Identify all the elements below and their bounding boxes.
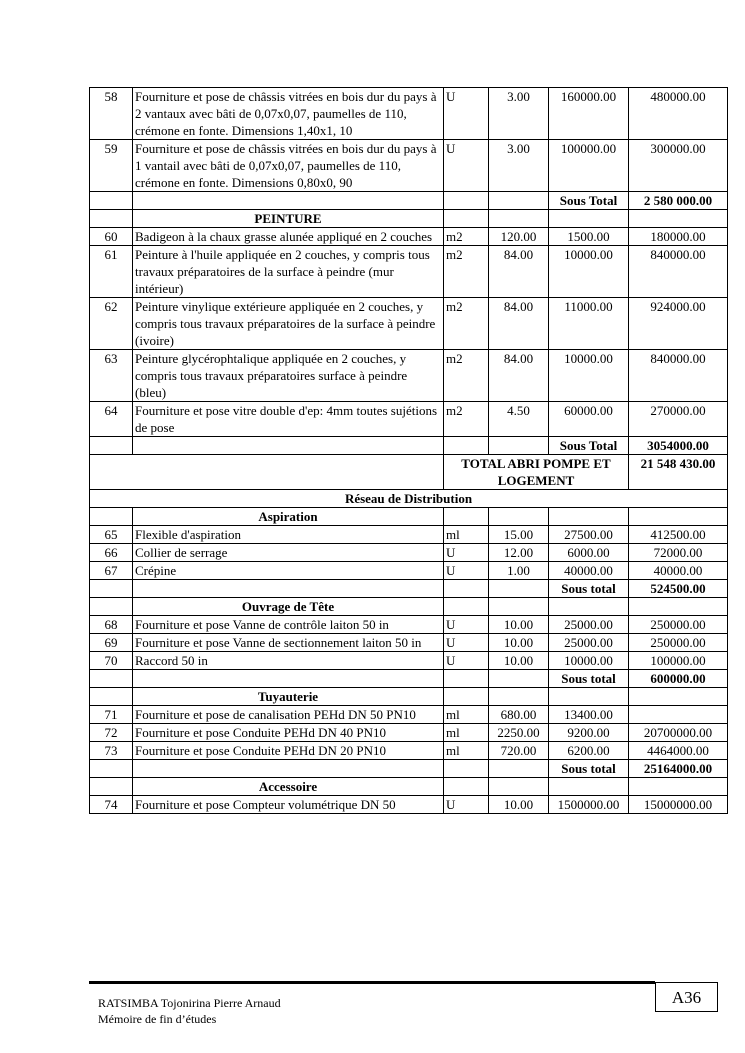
empty-cell [90,455,444,490]
item-number: 58 [90,88,133,140]
item-description: Fourniture et pose vitre double d'ep: 4mm toutes sujétions de pose [133,402,444,437]
item-number: 69 [90,634,133,652]
empty-cell [629,598,728,616]
empty-cell [444,580,489,598]
empty-cell [629,210,728,228]
item-unit-price: 27500.00 [549,526,629,544]
item-quantity: 2250.00 [489,724,549,742]
item-total: 270000.00 [629,402,728,437]
section-title: Aspiration [133,508,444,526]
item-unit: m2 [444,350,489,402]
table-row [90,298,728,350]
item-unit: U [444,140,489,192]
empty-cell [133,437,444,455]
item-total: 300000.00 [629,140,728,192]
empty-cell [489,580,549,598]
item-unit-price: 10000.00 [549,350,629,402]
table-row [90,634,728,652]
subtotal-row [90,580,728,598]
item-description: Flexible d'aspiration [133,526,444,544]
item-unit: U [444,562,489,580]
footer-subtitle: Mémoire de fin d’études [98,1012,217,1026]
empty-cell [629,688,728,706]
empty-cell [444,210,489,228]
item-number: 63 [90,350,133,402]
item-quantity: 680.00 [489,706,549,724]
table-row [90,228,728,246]
subtotal-value: 3054000.00 [629,437,728,455]
item-quantity: 1.00 [489,562,549,580]
item-number: 70 [90,652,133,670]
empty-cell [444,760,489,778]
footer-rule [89,981,655,984]
item-unit: ml [444,706,489,724]
empty-cell [133,760,444,778]
item-number: 62 [90,298,133,350]
empty-cell [629,778,728,796]
table-row [90,652,728,670]
section-row [90,210,728,228]
table-row [90,526,728,544]
item-total: 840000.00 [629,246,728,298]
subtotal-label: Sous total [549,670,629,688]
empty-cell [90,598,133,616]
table-row [90,742,728,760]
item-description: Fourniture et pose Conduite PEHd DN 40 PN10 [133,724,444,742]
item-quantity: 12.00 [489,544,549,562]
item-number: 71 [90,706,133,724]
item-unit-price: 9200.00 [549,724,629,742]
item-description: Fourniture et pose de châssis vitrées en bois dur du pays à 1 vantail avec bâti de 0,07x0,07, paumelles de 110, crémone en fonte. Dimensions 0,80x0, 90 [133,140,444,192]
item-total: 20700000.00 [629,724,728,742]
table-row [90,562,728,580]
item-number: 74 [90,796,133,814]
table-row [90,350,728,402]
item-description: Fourniture et pose de châssis vitrées en bois dur du pays à 2 vantaux avec bâti de 0,07x0,07, paumelles de 110, crémone en fonte. Dimensions 1,40x1, 10 [133,88,444,140]
item-unit: U [444,634,489,652]
item-total: 480000.00 [629,88,728,140]
empty-cell [90,210,133,228]
grand-total-value: 21 548 430.00 [629,455,728,490]
section-title: PEINTURE [133,210,444,228]
item-quantity: 3.00 [489,88,549,140]
item-total: 250000.00 [629,616,728,634]
item-unit: m2 [444,402,489,437]
empty-cell [133,580,444,598]
item-number: 72 [90,724,133,742]
page-number: A36 [655,982,718,1012]
empty-cell [489,760,549,778]
empty-cell [133,670,444,688]
item-unit-price: 160000.00 [549,88,629,140]
item-quantity: 10.00 [489,652,549,670]
empty-cell [444,688,489,706]
item-total: 840000.00 [629,350,728,402]
empty-cell [489,508,549,526]
empty-cell [133,192,444,210]
subtotal-row [90,760,728,778]
item-description: Fourniture et pose de canalisation PEHd DN 50 PN10 [133,706,444,724]
empty-cell [90,437,133,455]
item-total: 250000.00 [629,634,728,652]
grand-total-row [90,455,728,490]
item-quantity: 15.00 [489,526,549,544]
table-row [90,88,728,140]
empty-cell [489,437,549,455]
item-total: 924000.00 [629,298,728,350]
item-unit: m2 [444,228,489,246]
empty-cell [629,508,728,526]
section-row [90,598,728,616]
empty-cell [444,437,489,455]
empty-cell [489,670,549,688]
table-row [90,796,728,814]
empty-cell [489,192,549,210]
table-row [90,402,728,437]
item-number: 65 [90,526,133,544]
item-number: 64 [90,402,133,437]
item-quantity: 10.00 [489,796,549,814]
item-unit: U [444,616,489,634]
item-unit-price: 11000.00 [549,298,629,350]
chapter-heading: Réseau de Distribution [90,490,728,508]
item-description: Fourniture et pose Compteur volumétrique DN 50 [133,796,444,814]
empty-cell [444,508,489,526]
empty-cell [90,760,133,778]
item-total: 4464000.00 [629,742,728,760]
subtotal-row [90,192,728,210]
table-row [90,544,728,562]
section-row [90,508,728,526]
table-row [90,706,728,724]
empty-cell [90,580,133,598]
item-unit: U [444,796,489,814]
item-total [629,706,728,724]
item-description: Badigeon à la chaux grasse alunée appliqué en 2 couches [133,228,444,246]
chapter-heading-row [90,490,728,508]
empty-cell [489,210,549,228]
empty-cell [444,778,489,796]
subtotal-value: 2 580 000.00 [629,192,728,210]
item-quantity: 84.00 [489,350,549,402]
item-total: 100000.00 [629,652,728,670]
item-description: Fourniture et pose Vanne de sectionnement laiton 50 in [133,634,444,652]
item-quantity: 84.00 [489,298,549,350]
item-total: 72000.00 [629,544,728,562]
item-unit: U [444,652,489,670]
empty-cell [549,688,629,706]
item-unit-price: 10000.00 [549,246,629,298]
empty-cell [90,508,133,526]
item-unit-price: 25000.00 [549,634,629,652]
item-unit: m2 [444,246,489,298]
item-quantity: 3.00 [489,140,549,192]
item-number: 73 [90,742,133,760]
item-number: 60 [90,228,133,246]
subtotal-value: 524500.00 [629,580,728,598]
footer-author: RATSIMBA Tojonirina Pierre Arnaud [98,996,281,1010]
item-unit: ml [444,724,489,742]
item-description: Crépine [133,562,444,580]
item-unit-price: 40000.00 [549,562,629,580]
item-quantity: 720.00 [489,742,549,760]
item-description: Collier de serrage [133,544,444,562]
section-row [90,778,728,796]
item-unit-price: 10000.00 [549,652,629,670]
item-quantity: 84.00 [489,246,549,298]
footer [98,995,281,1027]
grand-total-label: TOTAL ABRI POMPE ET LOGEMENT [444,455,629,490]
item-description: Peinture glycérophtalique appliquée en 2 couches, y compris tous travaux préparatoires surface à peindre (bleu) [133,350,444,402]
empty-cell [489,688,549,706]
item-unit-price: 25000.00 [549,616,629,634]
empty-cell [549,598,629,616]
item-unit: ml [444,526,489,544]
bill-of-quantities-table [89,87,728,814]
item-unit: U [444,88,489,140]
section-title: Tuyauterie [133,688,444,706]
empty-cell [549,508,629,526]
section-row [90,688,728,706]
empty-cell [90,670,133,688]
subtotal-row [90,670,728,688]
subtotal-row [90,437,728,455]
item-description: Peinture à l'huile appliquée en 2 couches, y compris tous travaux préparatoires de la surface à peindre (mur intérieur) [133,246,444,298]
item-total: 40000.00 [629,562,728,580]
table-row [90,140,728,192]
item-unit-price: 100000.00 [549,140,629,192]
table-body [90,88,728,814]
item-quantity: 4.50 [489,402,549,437]
item-total: 412500.00 [629,526,728,544]
item-quantity: 10.00 [489,634,549,652]
item-quantity: 10.00 [489,616,549,634]
item-unit-price: 6200.00 [549,742,629,760]
empty-cell [549,778,629,796]
item-unit-price: 6000.00 [549,544,629,562]
empty-cell [90,688,133,706]
item-unit-price: 1500.00 [549,228,629,246]
subtotal-label: Sous Total [549,192,629,210]
empty-cell [444,670,489,688]
subtotal-label: Sous Total [549,437,629,455]
item-number: 66 [90,544,133,562]
empty-cell [489,778,549,796]
item-number: 67 [90,562,133,580]
empty-cell [90,192,133,210]
section-title: Accessoire [133,778,444,796]
table-row [90,616,728,634]
item-unit: m2 [444,298,489,350]
empty-cell [549,210,629,228]
item-description: Fourniture et pose Conduite PEHd DN 20 PN10 [133,742,444,760]
subtotal-label: Sous total [549,760,629,778]
item-unit-price: 60000.00 [549,402,629,437]
empty-cell [444,192,489,210]
item-unit: ml [444,742,489,760]
subtotal-value: 25164000.00 [629,760,728,778]
item-number: 61 [90,246,133,298]
table-row [90,724,728,742]
item-unit: U [444,544,489,562]
item-description: Peinture vinylique extérieure appliquée en 2 couches, y compris tous travaux préparatoires de la surface à peindre (ivoire) [133,298,444,350]
item-quantity: 120.00 [489,228,549,246]
item-unit-price: 13400.00 [549,706,629,724]
empty-cell [489,598,549,616]
section-title: Ouvrage de Tête [133,598,444,616]
item-number: 59 [90,140,133,192]
item-unit-price: 1500000.00 [549,796,629,814]
table-row [90,246,728,298]
item-description: Raccord 50 in [133,652,444,670]
empty-cell [90,778,133,796]
item-description: Fourniture et pose Vanne de contrôle laiton 50 in [133,616,444,634]
item-number: 68 [90,616,133,634]
item-total: 15000000.00 [629,796,728,814]
item-total: 180000.00 [629,228,728,246]
subtotal-value: 600000.00 [629,670,728,688]
subtotal-label: Sous total [549,580,629,598]
empty-cell [444,598,489,616]
